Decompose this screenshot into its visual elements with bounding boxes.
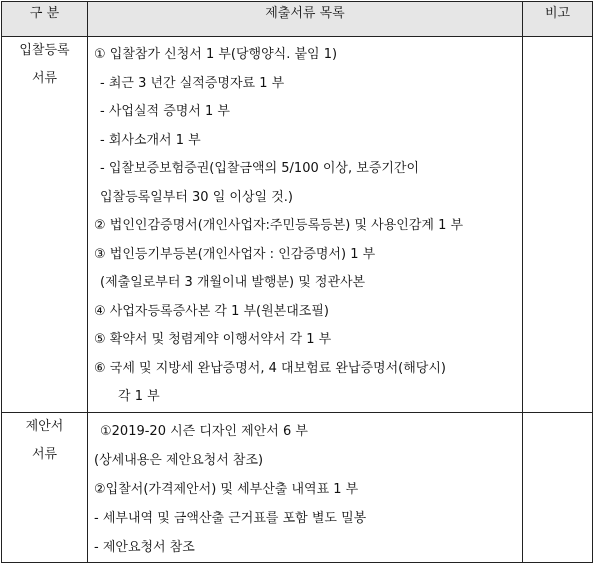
category-cell [2, 412, 88, 562]
document-line: ④ 사업자등록증사본 각 1 부(원본대조필) [94, 303, 329, 319]
document-line: - 최근 3 년간 실적증명자료 1 부 [100, 75, 285, 91]
category-cell [2, 37, 88, 413]
document-line: ①2019-20 시즌 디자인 제안서 6 부 [100, 423, 308, 439]
category-label: 서류 [31, 71, 58, 86]
document-line: - 사업실적 증명서 1 부 [100, 104, 230, 119]
documents-cell [88, 412, 523, 562]
header-remarks: 비고 [523, 2, 593, 37]
document-line: ② 법인인감증명서(개인사업자:주민등록등본) 및 사용인감계 1 부 [94, 218, 464, 233]
documents-cell [88, 37, 523, 413]
remarks-cell [523, 37, 593, 413]
document-line: - 입찰보증보험증권(입찰금액의 5/100 이상, 보증기간이 [100, 161, 420, 176]
table-row [2, 412, 593, 562]
table-row [2, 37, 593, 413]
document-line: ②입찰서(가격제안서) 및 세부산출 내역표 1 부 [94, 481, 359, 497]
document-line: (제출일로부터 3 개월이내 발행분) 및 정관사본 [100, 275, 366, 290]
category-label: 서류 [31, 446, 58, 462]
header-documents: 제출서류 목록 [88, 2, 523, 37]
document-line: 각 1 부 [118, 389, 160, 404]
document-line: 입찰등록일부터 30 일 이상일 것.) [100, 189, 293, 205]
document-line: ⑥ 국세 및 지방세 완납증명서, 4 대보험료 완납증명서(해당시) [94, 360, 446, 376]
document-line: ⑤ 확약서 및 청렴계약 이행서약서 각 1 부 [94, 332, 332, 347]
document-line: (상세내용은 제안요청서 참조) [94, 452, 264, 468]
remarks-cell [523, 412, 593, 562]
document-line: - 제안요청서 참조 [94, 539, 195, 555]
header-category: 구 분 [2, 2, 88, 37]
document-line: ① 입찰참가 신청서 1 부(당행양식. 붙임 1) [94, 47, 338, 62]
document-table [1, 1, 593, 563]
document-line: - 세부내역 및 금액산출 근거표를 포함 별도 밀봉 [94, 510, 367, 526]
category-label: 제안서 [25, 418, 64, 434]
category-label: 입찰등록 [19, 43, 70, 58]
document-line: ③ 법인등기부등본(개인사업자 : 인감증명서) 1 부 [94, 246, 376, 262]
document-line: - 회사소개서 1 부 [100, 132, 201, 148]
table-header-row [2, 2, 593, 37]
